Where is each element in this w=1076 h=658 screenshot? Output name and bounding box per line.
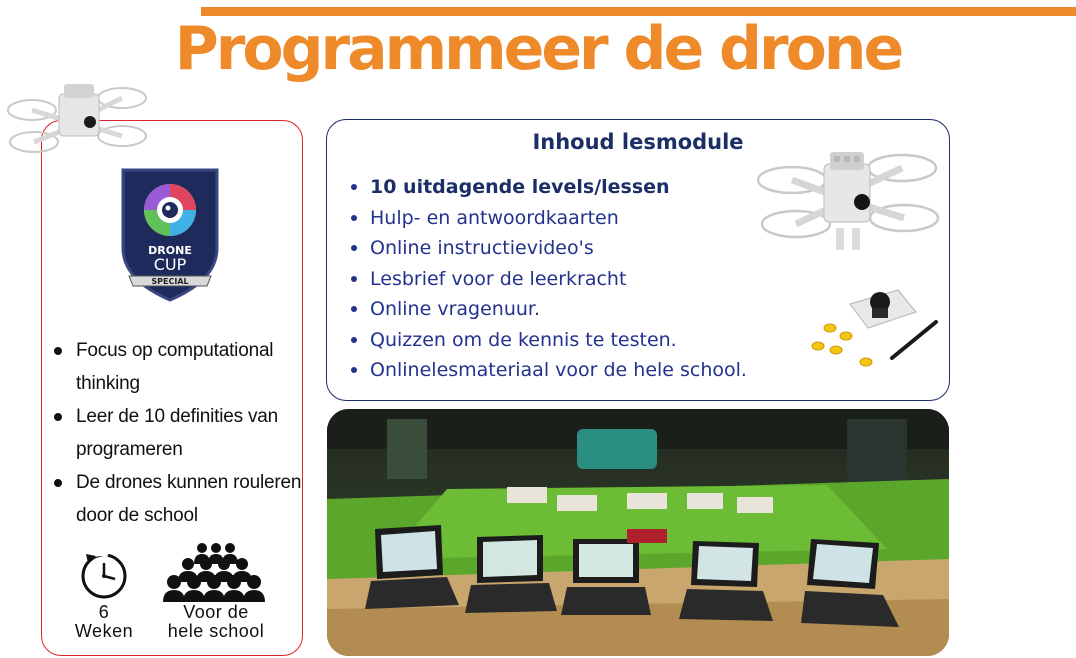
audience-line2: hele school [167, 621, 265, 641]
classroom-photo [327, 409, 949, 656]
list-item: Quizzen om de kennis te testen. [350, 325, 747, 356]
badge-line1: DRONE [148, 244, 192, 257]
audience-line1: Voor de [183, 602, 249, 622]
list-item: Online instructievideo's [350, 233, 747, 264]
badge-ribbon: SPECIAL [151, 277, 189, 286]
list-item: Hulp- en antwoordkaarten [350, 203, 747, 234]
list-item: Onlinelesmateriaal voor de hele school. [350, 355, 747, 386]
group-icon [162, 542, 266, 602]
list-item: Leer de 10 definities van programeren [50, 400, 302, 466]
drone-cup-badge [115, 162, 225, 304]
badge-line2: CUP [153, 255, 187, 274]
list-item: Online vragenuur. [350, 294, 747, 325]
list-item: 10 uitdagende levels/lessen [350, 172, 747, 203]
drone-icon [4, 76, 152, 164]
drone-parts-kit [806, 282, 944, 372]
list-item: De drones kunnen rouleren door de school [50, 466, 302, 532]
duration-value: 6 [98, 602, 110, 622]
content-title: Inhoud lesmodule [532, 130, 744, 154]
page-title: Programmeer de drone [174, 14, 902, 84]
features-list [50, 334, 302, 532]
list-item: Focus op computational thinking [50, 334, 302, 400]
drone-icon [752, 138, 942, 256]
clock-icon [78, 546, 130, 602]
duration-unit: Weken [74, 621, 134, 641]
list-item: Lesbrief voor de leerkracht [350, 264, 747, 295]
content-list [350, 172, 747, 386]
classroom-scene [327, 409, 949, 656]
